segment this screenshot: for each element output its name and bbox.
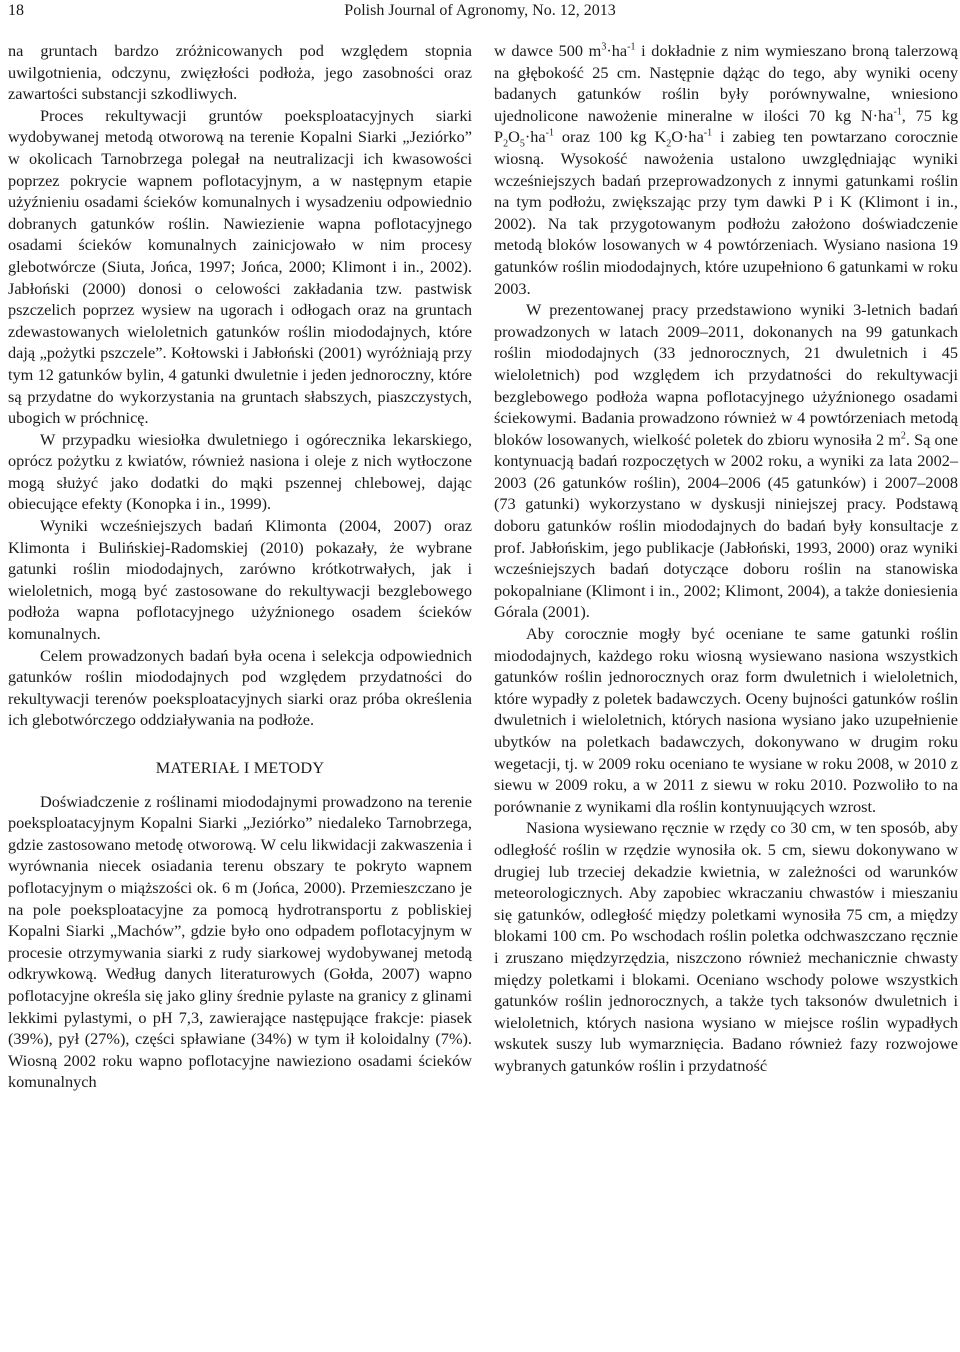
paragraph-annual-sowing: Aby corocznie mogły być oceniane te same gatunki roślin miododajnych, każdego roku wiosną wysiewano nasiona wszystkich gatunków roślin jednorocznych oraz form dwuletnich i wieloletnich, które wypadły z poletek badawczych. Oceny bujności gatunków roślin dwuletnich i wieloletnich, których nasiona wysiano jako uzupełnienie ubytków na poletkach badawczych, dokonywano w drugim roku wegetacji, tj. w 2009 roku oceniano te wysiane w roku 2008, w 2010 z siewu w 2009 roku, a w 2011 z siewu w roku 2010. Pozwoliło to na porównanie z wynikami dla roślin kontynuujących wzrost. xyxy=(494,624,958,816)
paragraph-intro-continuation: na gruntach bardzo zróżnicowanych pod względem stopnia uwilgotnienia, odczynu, zwięzłości podłoża, jego zasobności oraz zawartości substancji szkodliwych. xyxy=(8,41,472,104)
paragraph-experiment-site: Doświadczenie z roślinami miododajnymi prowadzono na terenie poeksploatacyjnym Kopalni Siarki „Jeziórko” niedaleko Tarnobrzega, gdzie zastosowano metodę otworową. W celu likwidacji zakwaszenia i wyrównania niecek osiadania terenu obszary te pokryto wapnem poflotacyjnym o miąższości ok. 6 m (Jońca, 2000). Przemieszczano je na pole poeksploatacyjne za pomocą hydrotransportu z pobliskiej Kopalni Siarki „Machów”, gdzie było ono odpadem poflotacyjnym w procesie otrzymywania siarki z rudy siarkowej wydobywanej metodą odkrywkową. Według danych literaturowych (Gołda, 2007) wapno poflotacyjne określa się jako gliny średnie pylaste na granicy z glinami lekkimi pylastymi, o pH 7,3, zawierające następujące frakcje: piasek (39%), pył (27%), części spławiane (34%) w tym ił koloidalny (7%). Wiosną 2002 roku wapno poflotacyjne nawieziono osadami ścieków komunalnych xyxy=(8,791,472,1092)
paragraph-sowing-method: Nasiona wysiewano ręcznie w rzędy co 30 cm, w ten sposób, aby odległość roślin w rzędzie wynosiła ok. 5 cm, siewu dokonywano w drugiej lub trzeciej dekadzie kwietnia, w zależności od warunków meteorologicznych. Aby zapobiec wkraczaniu chwastów i mieszaniu się gatunków, odległość między poletkami wynosiła 75 cm, a między blokami 100 cm. Po wschodach roślin poletka odchwaszczano ręcznie i zruszano międzyrzędzia, niszczono również mechanicznie chwasty między poletkami i blokami. Oceniano wschody polowe wszystkich gatunków roślin jednorocznych, a także tych taksonów dwuletnich i wieloletnich, których nasiona wysiano w miejsce roślin wypadłych wskutek suszy lub wymarznięcia. Badano również fazy rozwojowe wybranych gatunków roślin i przydatność xyxy=(494,818,958,1075)
paragraph-evening-primrose: W przypadku wiesiołka dwuletniego i ogórecznika lekarskiego, oprócz pożytku z kwiatów, również nasiona i oleje z nich wytłoczone mogą służyć jako dodatki do mąki pszennej chlebowej, dając obiecujące efekty (Konopka i in., 1999). xyxy=(8,429,472,514)
right-column xyxy=(494,40,958,1077)
page-header xyxy=(8,0,952,22)
left-column xyxy=(8,40,472,1093)
paragraph-earlier-results: Wyniki wcześniejszych badań Klimonta (2004, 2007) oraz Klimonta i Bulińskiej-Radomskiej (2010) pokazały, że wybrane gatunki roślin miododajnych, zarówno krótkotrwałych, jak i wieloletnich, mogą być zastosowane do rekultywacji bezglebowego podłoża wapna poflotacyjnego użyźnionego osadem ścieków komunalnych. xyxy=(8,516,472,644)
paragraph-reclamation-process: Proces rekultywacji gruntów poeksploatacyjnych siarki wydobywanej metodą otworową na terenie Kopalni Siarki „Jeziórko” w okolicach Tarnobrzega polegał na neutralizacji ich kwasowości poprzez pokrycie wapnem poflotacyjnym, a w następnym etapie użyźnieniu osadami ścieków komunalnych i wysadzeniu odpowiednio dobranych gatunków roślin. Nawiezienie wapna poflotacyjnego osadami ścieków komunalnych zainicjowało w nim procesy glebotwórcze (Siuta, Jońca, 1997; Jońca, 2000; Klimont i in., 2002). Jabłoński (2000) donosi o celowości zakładania tzw. pastwisk pszczelich poprzez wysiew na ugorach i odłogach oraz na gruntach zdewastowanych wieloletnich gatunków roślin miododajnych, które dają „pożytki pszczele”. Kołtowski i Jabłoński (2001) wyróżniają przy tym 12 gatunków bylin, 4 gatunki dwuletnie i jeden jednoroczny, które są przydatne do wykorzystania na gruntach słabszych, piaszczystych, ubogich w próchnicę. xyxy=(8,105,472,428)
paragraph-research-aim: Celem prowadzonych badań była ocena i selekcja odpowiednich gatunków roślin miododajnych pod względem przydatności do rekultywacji terenów poeksploatacyjnych siarki oraz próba określenia ich glebotwórczego oddziaływania na podłoże. xyxy=(8,645,472,730)
paragraph-fertilization: w dawce 500 $m^3\cdot ha^{-1}$ i dokładnie z nim wymieszano broną talerzową na głębokość 25 cm. Następnie dążąc do tego, aby wyniki oceny badanych gatunków roślin były porównywalne, wniesiono ujednolicone nawożenie mineralne w ilości 70 kg $N\cdot ha^{-1}$, 75 kg $P_2O_5\cdot ha^{-1}$ oraz 100 kg $K_2O\cdot ha^{-1}$ i zabieg ten powtarzano corocznie wiosną. Wysokość nawożenia ustalono uwzględniając wyniki wcześniejszych badań przeprowadzonych z innymi gatunkami roślin na tym podłożu, zwiększając przy tym dawki P i K (Klimont i in., 2002). Na tak przygotowanym podłożu założono doświadczenie metodą bloków losowanych w 4 powtórzeniach. Wysiano nasiona 19 gatunków roślin miododajnych, które uzupełniono 6 gatunkami w roku 2003. xyxy=(494,41,959,298)
page-number: 18 xyxy=(8,2,24,19)
journal-title: Polish Journal of Agronomy, No. 12, 2013 xyxy=(344,2,616,19)
section-heading-methods: MATERIAŁ I METODY xyxy=(155,758,325,777)
paragraph-study-scope: W prezentowanej pracy przedstawiono wyniki 3-letnich badań prowadzonych w latach 2009–2011, dokonanych na 99 gatunkach roślin miododajnych (33 jednorocznych, 21 dwuletnich i 45 wieloletnich) pod względem ich przydatności do rekultywacji bezglebowego podłoża wapna poflotacyjnego użyźnionego osadami ściekowymi. Badania prowadzono również w 4 powtórzeniach metodą bloków losowanych, wielkość poletek do zbioru wynosiła 2 $m^2$. Są one kontynuacją badań rozpoczętych w 2002 roku, a wyniki za lata 2002–2003 (26 gatunków roślin), 2004–2006 (45 gatunków) i 2007–2008 (73 gatunki) wykorzystano w dyskusji niniejszej pracy. Podstawą doboru gatunków roślin miododajnych do badań były konsultacje z prof. Jabłońskim, jego publikacje (Jabłoński, 1993, 2000) oraz wyniki wcześniejszych badań dotyczące doboru roślin na stanowiska pokopalniane (Klimont i in., 2002; Klimont, 2004), a także doniesienia Górala (2001). xyxy=(494,300,959,622)
